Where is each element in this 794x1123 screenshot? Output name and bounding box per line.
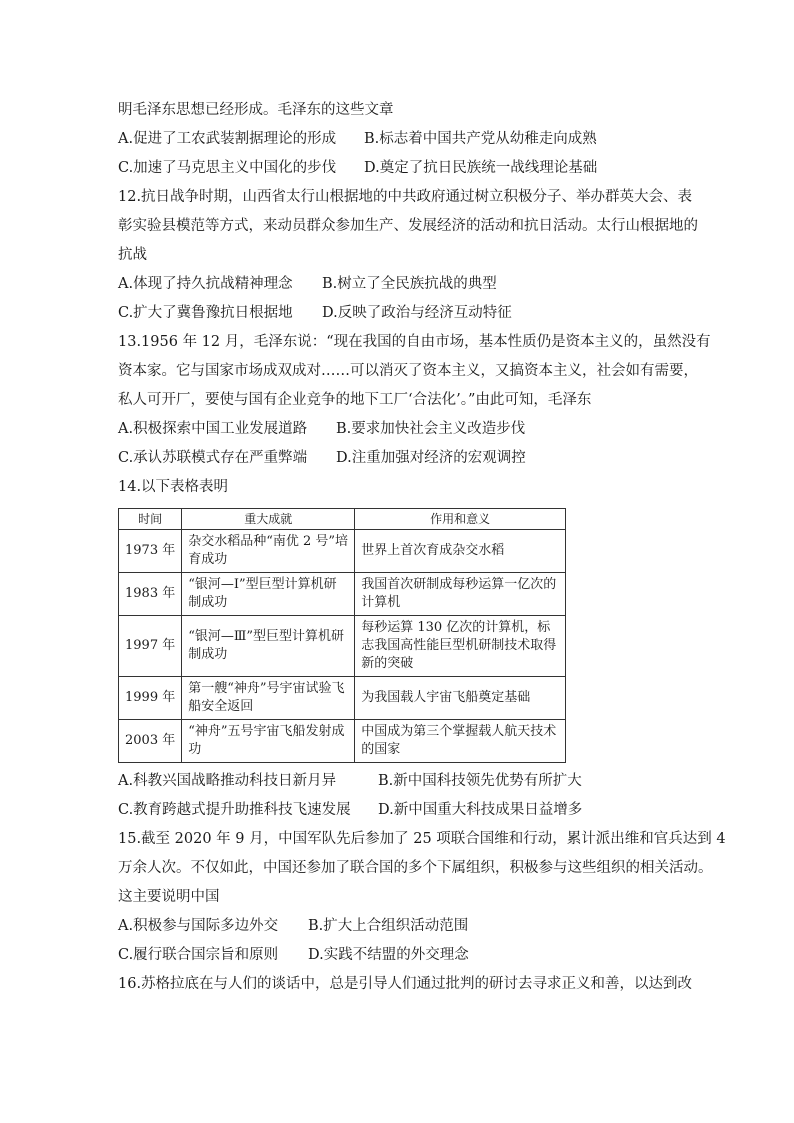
q12-option-a[interactable]: A.体现了持久抗战精神理念: [118, 276, 293, 292]
q14-stem: 14.以下表格表明: [118, 479, 229, 495]
q13-option-b[interactable]: B.要求加快社会主义改造步伐: [336, 421, 526, 437]
q14-options-row-2: [118, 796, 678, 825]
q15-option-c[interactable]: C.履行联合国宗旨和原则: [118, 947, 279, 963]
q13-stem-line-2: 资本家。它与国家市场成双成对……可以消灭了资本主义，又搞资本主义，社会如有需要，: [118, 363, 698, 379]
table-cell-achievement: “银河—Ⅲ”型巨型计算机研制成功: [182, 616, 355, 677]
q11-option-b[interactable]: B.标志着中国共产党从幼稚走向成熟: [364, 131, 597, 147]
table-row: [119, 720, 566, 763]
q11-option-c[interactable]: C.加速了马克思主义中国化的步伐: [118, 160, 337, 176]
table-row: [119, 677, 566, 720]
table-cell-meaning: 我国首次研制成每秒运算一亿次的计算机: [355, 573, 566, 616]
q11-options-row-1: [118, 125, 678, 154]
table-cell-meaning: 世界上首次育成杂交水稻: [355, 530, 566, 573]
q14-option-c[interactable]: C.教育跨越式提升助推科技飞速发展: [118, 802, 351, 818]
q12-stem-line-2: 彰实验县模范等方式，来动员群众参加生产、发展经济的活动和抗日活动。太行山根据地的: [118, 218, 698, 234]
table-header-achievement: 重大成就: [182, 509, 355, 530]
table-cell-achievement: “银河—Ⅰ”型巨型计算机研制成功: [182, 573, 355, 616]
q15-option-d[interactable]: D.实践不结盟的外交理念: [308, 947, 469, 963]
q11-options-row-2: [118, 154, 678, 183]
table-header-row: [119, 509, 566, 530]
q12-options-row-1: [118, 270, 678, 299]
table-cell-achievement: 杂交水稻品种“南优 2 号”培育成功: [182, 530, 355, 573]
q11-option-a[interactable]: A.促进了工农武装割据理论的形成: [118, 131, 337, 147]
table-cell-year: 1973 年: [119, 530, 182, 573]
q13-options-row-2: [118, 444, 678, 473]
q15-option-b[interactable]: B.扩大上合组织活动范围: [308, 918, 469, 934]
table-cell-meaning: 每秒运算 130 亿次的计算机，标志我国高性能巨型机研制技术取得新的突破: [355, 616, 566, 677]
q15-option-a[interactable]: A.积极参与国际多边外交: [118, 918, 279, 934]
achievement-table: [118, 508, 566, 763]
q12-option-c[interactable]: C.扩大了冀鲁豫抗日根据地: [118, 305, 293, 321]
q15-options-row-1: [118, 912, 678, 941]
q14-options-row-1: [118, 767, 678, 796]
q14-option-b[interactable]: B.新中国科技领先优势有所扩大: [378, 773, 582, 789]
table-cell-meaning: 中国成为第三个掌握载人航天技术的国家: [355, 720, 566, 763]
q15-stem-line-2: 万余人次。不仅如此，中国还参加了联合国的多个下属组织，积极参与这些组织的相关活动。: [118, 860, 713, 876]
table-row: [119, 616, 566, 677]
table-cell-year: 2003 年: [119, 720, 182, 763]
q14-option-a[interactable]: A.科教兴国战略推动科技日新月异: [118, 773, 337, 789]
q15-options-row-2: [118, 941, 678, 970]
table-cell-year: 1997 年: [119, 616, 182, 677]
q16-stem-line-1: 16.苏格拉底在与人们的谈话中，总是引导人们通过批判的研讨去寻求正义和善，以达到改: [118, 976, 693, 992]
q13-option-c[interactable]: C.承认苏联模式存在严重弊端: [118, 450, 308, 466]
q13-option-d[interactable]: D.注重加强对经济的宏观调控: [336, 450, 526, 466]
table-cell-year: 1999 年: [119, 677, 182, 720]
table-cell-meaning: 为我国载人宇宙飞船奠定基础: [355, 677, 566, 720]
table-header-time: 时间: [119, 509, 182, 530]
table-cell-achievement: “神舟”五号宇宙飞船发射成功: [182, 720, 355, 763]
q15-stem-line-1: 15.截至 2020 年 9 月，中国军队先后参加了 25 项联合国维和行动，累计派出维和官兵达到 4: [118, 831, 726, 847]
q15-stem-line-3: 这主要说明中国: [118, 889, 220, 905]
q12-stem-line-1: 12.抗日战争时期，山西省太行山根据地的中共政府通过树立积极分子、举办群英大会、表: [118, 189, 693, 205]
table-cell-achievement: 第一艘“神舟”号宇宙试验飞船安全返回: [182, 677, 355, 720]
q11-stem-tail: 明毛泽东思想已经形成。毛泽东的这些文章: [118, 102, 394, 118]
table-row: [119, 573, 566, 616]
q13-option-a[interactable]: A.积极探索中国工业发展道路: [118, 421, 308, 437]
q11-option-d[interactable]: D.奠定了抗日民族统一战线理论基础: [364, 160, 598, 176]
q13-stem-line-3: 私人可开厂，要使与国有企业竞争的地下工厂‘合法化’。”由此可知，毛泽东: [118, 392, 592, 408]
q12-option-d[interactable]: D.反映了政治与经济互动特征: [322, 305, 512, 321]
exam-page: [118, 96, 726, 999]
q12-option-b[interactable]: B.树立了全民族抗战的典型: [322, 276, 497, 292]
q13-options-row-1: [118, 415, 678, 444]
table-cell-year: 1983 年: [119, 573, 182, 616]
q12-stem-line-3: 抗战: [118, 247, 147, 263]
q13-stem-line-1: 13.1956 年 12 月，毛泽东说：“现在我国的自由市场，基本性质仍是资本主义的，虽然没有: [118, 334, 711, 350]
q14-option-d[interactable]: D.新中国重大科技成果日益增多: [378, 802, 583, 818]
table-header-meaning: 作用和意义: [355, 509, 566, 530]
q12-options-row-2: [118, 299, 678, 328]
table-row: [119, 530, 566, 573]
